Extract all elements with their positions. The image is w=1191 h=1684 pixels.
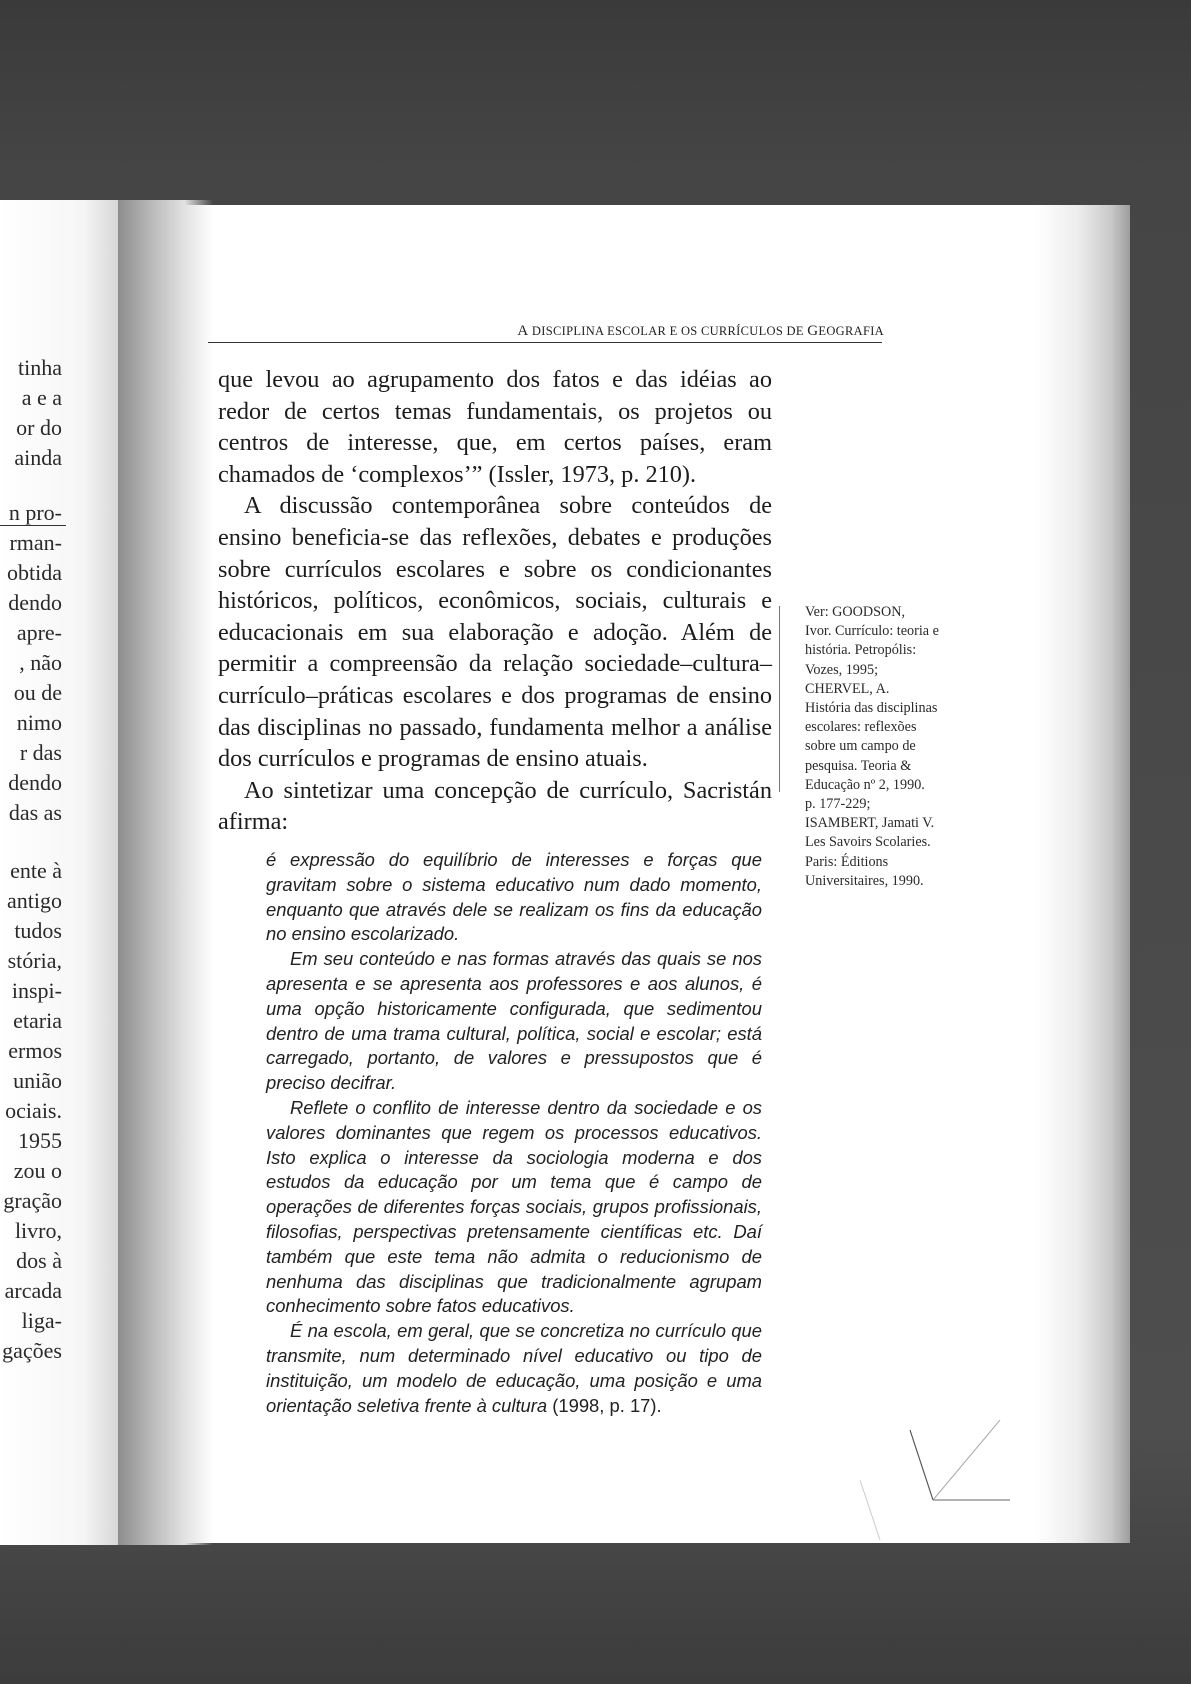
margin-note-line: pesquisa. Teoria & [805, 757, 912, 774]
block-quote [266, 848, 762, 1418]
left-page-fragment-line: ermos [8, 1038, 62, 1063]
left-page-fragment-line: , não [19, 650, 62, 675]
left-page-fragment-line: gração [3, 1188, 62, 1213]
running-head-text-end: EOGRAFIA [818, 324, 884, 338]
left-page-fragment-line: liga- [21, 1308, 62, 1333]
paragraph-sacristan-intro: Ao sintetizar uma concepção de currículo, Sacristán afirma: [218, 776, 772, 836]
left-page-fragment-line: inspi- [11, 978, 62, 1003]
left-page-fragment-line: ociais. [5, 1098, 62, 1123]
margin-note [805, 603, 975, 891]
left-page-fragment-line: tinha [18, 355, 62, 380]
margin-bracket-line [779, 606, 780, 792]
left-page-fragment-line: tudos [14, 918, 62, 943]
quote-citation: (1998, p. 17). [547, 1394, 662, 1416]
page-fold-marks [860, 1420, 1010, 1540]
body-text [218, 364, 772, 838]
margin-note-line: Ivor. Currículo: teoria e [805, 623, 939, 640]
quote-paragraph-4-text: É na escola, em geral, que se concretiza no currículo que transmite, num determinado nível educativo ou tipo de instituição, um modelo de educação, uma posição e uma orientação seletiva frente à cultura [266, 1320, 762, 1416]
left-page-fragment-line: apre- [16, 620, 62, 645]
left-page-fragment-line: união [13, 1068, 62, 1093]
quote-paragraph-4 [266, 1319, 762, 1418]
margin-note-line: Universitaires, 1990. [805, 872, 924, 889]
left-page-fragment-line: livro, [14, 1218, 62, 1243]
left-page-fragment-line: gações [2, 1338, 62, 1363]
left-page-fragment-line: ente à [10, 858, 62, 883]
left-page-fragment-line: antigo [7, 888, 62, 913]
running-head-rule [208, 342, 882, 343]
left-page-fragment-line: dos à [16, 1248, 62, 1273]
left-page-fragment-line: stória, [7, 948, 62, 973]
left-page-fragment-line: 1955 [18, 1128, 62, 1153]
page-edge-shadow [1035, 205, 1130, 1543]
left-page-fragment-line: obtida [7, 560, 62, 585]
margin-note-line: Vozes, 1995; [805, 661, 879, 678]
left-page-fragment-line: dendo [8, 770, 62, 795]
book-gutter-shadow [118, 200, 213, 1545]
left-page-fragment-line: arcada [4, 1278, 62, 1303]
left-page-fragment-line: rman- [9, 530, 62, 555]
margin-note-line: Educação nº 2, 1990. [805, 776, 925, 793]
margin-note-line: ISAMBERT, Jamati V. [805, 815, 935, 832]
left-page-fragment-line: r das [19, 740, 62, 765]
left-page-fragment-line: ainda [14, 445, 62, 470]
running-head-initial: A [517, 323, 529, 339]
margin-note-line: História das disciplinas [805, 700, 938, 717]
left-page-fragment-line: ou de [13, 680, 62, 705]
left-page-fragment-line: n pro- [8, 500, 62, 525]
left-page-fragment-line: a e a [21, 385, 62, 410]
left-page-fragment-line: dendo [8, 590, 62, 615]
paragraph-continuation: que levou ao agrupamento dos fatos e das idéias ao redor de certos temas fundamentais, os projetos ou centros de interesse, que, em certos países, eram chamados de ‘complexos’” (Issler, 1973, p. 210). [218, 366, 772, 488]
left-page-fragment-line: or do [16, 415, 62, 440]
margin-note-line: sobre um campo de [805, 738, 916, 755]
margin-note-line: Les Savoirs Scolaries. [805, 834, 931, 851]
running-head-text: DISCIPLINA ESCOLAR E OS CURRÍCULOS DE [528, 324, 808, 338]
margin-note-line: p. 177-229; [805, 796, 871, 813]
quote-paragraph-1: é expressão do equilíbrio de interesses e forças que gravitam sobre o sistema educativo num dado momento, enquanto que através dele se realizam os fins da educação no ensino escolarizado. [266, 849, 762, 945]
left-page-fragment-line: etaria [13, 1008, 62, 1033]
left-page-fragment-line: zou o [13, 1158, 62, 1183]
left-page-fragment-line: das as [8, 800, 62, 825]
quote-paragraph-2: Em seu conteúdo e nas formas através das quais se nos apresenta e se apresenta aos professores e aos alunos, é uma opção historicamente configurada, que sedimentou dentro de uma trama cultural, política, social e escolar; está carregado, portanto, de valores e pressupostos que é preciso decifrar. [266, 948, 762, 1094]
running-head [210, 323, 884, 340]
running-head-cap: G [807, 323, 819, 339]
margin-note-line: Ver: GOODSON, [805, 604, 906, 620]
margin-note-line: CHERVEL, A. [805, 680, 890, 697]
margin-note-line: história. Petropólis: [805, 642, 917, 659]
margin-note-line: Paris: Éditions [805, 853, 889, 870]
quote-paragraph-3: Reflete o conflito de interesse dentro da sociedade e os valores dominantes que regem os processos educativos. Isto explica o interesse da sociologia moderna e dos estudos da educação por um tema que é campo de operações de diferentes forças sociais, grupos profissionais, filosofias, perspectivas pretensamente científicas etc. Daí também que este tema não admita o reducionismo de nenhuma das disciplinas que tradicionalmente agrupam conhecimento sobre fatos educativos. [266, 1096, 762, 1317]
paragraph-discussion: A discussão contemporânea sobre conteúdos de ensino beneficia-se das reflexões, debates e produções sobre currículos escolares e sobre os condicionantes históricos, políticos, econômicos, sociais, culturais e educacionais em sua elaboração e adoção. Além de permitir a compreensão da relação sociedade–cultura–currículo–práticas escolares e dos programas de ensino das disciplinas no passado, fundamenta melhor a análise dos currículos e programas de ensino atuais. [218, 492, 772, 773]
margin-note-line: escolares: reflexões [805, 719, 917, 736]
left-page-fragment-line: nimo [16, 710, 62, 735]
